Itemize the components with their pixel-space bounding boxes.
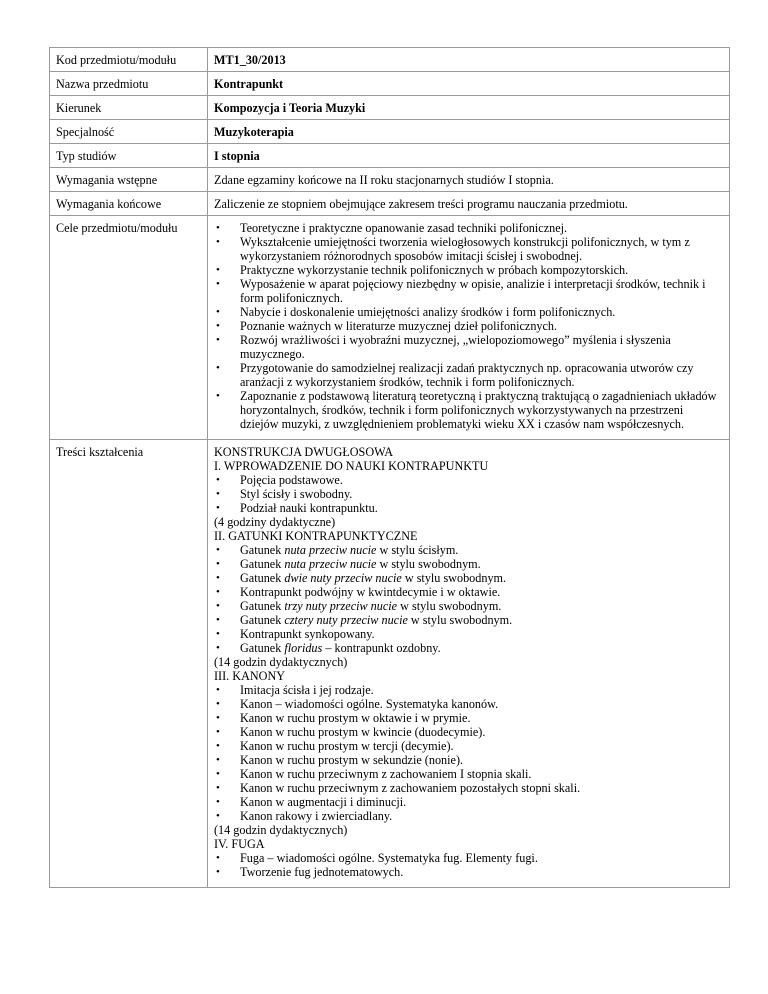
value-wymagania-koncowe: Zaliczenie ze stopniem obejmujące zakresem treści programu nauczania przedmiotu. — [208, 192, 730, 216]
label-wymagania-koncowe: Wymagania końcowe — [50, 192, 208, 216]
list-item: • Pojęcia podstawowe. — [214, 473, 723, 487]
row-typ — [50, 144, 730, 168]
label-kod: Kod przedmiotu/modułu — [50, 48, 208, 72]
cele-item: • Teoretyczne i praktyczne opanowanie zasad techniki polifonicznej. — [214, 221, 723, 235]
list-item: • Kanon rakowy i zwierciadlany. — [214, 809, 723, 823]
label-specjalnosc: Specjalność — [50, 120, 208, 144]
cele-item: • Wykształcenie umiejętności tworzenia wielogłosowych konstrukcji polifonicznych, w tym z wykorzystaniem różnorodnych sposobów imitacji ścisłej i swobodnej. — [214, 235, 723, 263]
cele-item: • Zapoznanie z podstawową literaturą teoretyczną i praktyczną traktującą o zagadnieniach układów horyzontalnych, środków, technik i form polifonicznych wykorzystywanych na przestrzeni dziejów muzyki, z uwzględnieniem problematyki wieku XX i czasów nam współczesnych. — [214, 389, 723, 431]
cele-list — [214, 221, 723, 431]
list-item: • Kontrapunkt synkopowany. — [214, 627, 723, 641]
course-table — [49, 47, 730, 888]
section-title: IV. FUGA — [214, 837, 265, 851]
label-typ: Typ studiów — [50, 144, 208, 168]
list-item: • Kanon w ruchu przeciwnym z zachowaniem I stopnia skali. — [214, 767, 723, 781]
list-item: • Tworzenie fug jednotematowych. — [214, 865, 723, 879]
section-2-list — [214, 543, 723, 655]
cele-item: • Wyposażenie w aparat pojęciowy niezbędny w opisie, analizie i interpretacji środków, technik i form polifonicznych. — [214, 277, 723, 305]
cele-item: • Przygotowanie do samodzielnej realizacji zadań praktycznych np. opracowania utworów czy aranżacji z wykorzystaniem środków, technik i form polifonicznych. — [214, 361, 723, 389]
section-1-list — [214, 473, 723, 515]
row-kierunek — [50, 96, 730, 120]
value-kierunek: Kompozycja i Teoria Muzyki — [208, 96, 730, 120]
section-title: III. KANONY — [214, 669, 286, 683]
list-item: • Kanon w ruchu prostym w sekundzie (nonie). — [214, 753, 723, 767]
value-tresci — [208, 440, 730, 888]
cele-item: • Nabycie i doskonalenie umiejętności analizy środków i form polifonicznych. — [214, 305, 723, 319]
row-nazwa — [50, 72, 730, 96]
list-item: • Imitacja ścisła i jej rodzaje. — [214, 683, 723, 697]
label-tresci: Treści kształcenia — [50, 440, 208, 888]
list-item: • Podział nauki kontrapunktu. — [214, 501, 723, 515]
value-nazwa: Kontrapunkt — [208, 72, 730, 96]
tresci-heading: KONSTRUKCJA DWUGŁOSOWA — [214, 445, 394, 459]
row-tresci — [50, 440, 730, 888]
section-title: II. GATUNKI KONTRAPUNKTYCZNE — [214, 529, 418, 543]
label-nazwa: Nazwa przedmiotu — [50, 72, 208, 96]
row-specjalnosc — [50, 120, 730, 144]
list-item: • Kanon w ruchu prostym w kwincie (duodecymie). — [214, 725, 723, 739]
list-item: • Kanon w ruchu przeciwnym z zachowaniem pozostałych stopni skali. — [214, 781, 723, 795]
list-item: • Kanon w ruchu prostym w oktawie i w prymie. — [214, 711, 723, 725]
cele-item: • Rozwój wrażliwości i wyobraźni muzycznej, „wielopoziomowego” myślenia i słyszenia muzycznego. — [214, 333, 723, 361]
list-item: • Kanon – wiadomości ogólne. Systematyka kanonów. — [214, 697, 723, 711]
value-specjalnosc: Muzykoterapia — [208, 120, 730, 144]
cele-item: • Praktyczne wykorzystanie technik polifonicznych w próbach kompozytorskich. — [214, 263, 723, 277]
label-cele: Cele przedmiotu/modułu — [50, 216, 208, 440]
section-hours: (14 godzin dydaktycznych) — [214, 655, 348, 669]
label-kierunek: Kierunek — [50, 96, 208, 120]
cele-item: • Poznanie ważnych w literaturze muzycznej dzieł polifonicznych. — [214, 319, 723, 333]
section-3-list — [214, 683, 723, 823]
section-title: I. WPROWADZENIE DO NAUKI KONTRAPUNKTU — [214, 459, 489, 473]
value-kod: MT1_30/2013 — [208, 48, 730, 72]
list-item: • Styl ścisły i swobodny. — [214, 487, 723, 501]
row-kod — [50, 48, 730, 72]
value-typ: I stopnia — [208, 144, 730, 168]
list-item: • Gatunek dwie nuty przeciw nucie w stylu swobodnym. — [214, 571, 723, 585]
list-item: • Kanon w augmentacji i diminucji. — [214, 795, 723, 809]
list-item: • Kanon w ruchu prostym w tercji (decymie). — [214, 739, 723, 753]
list-item: • Gatunek nuta przeciw nucie w stylu ścisłym. — [214, 543, 723, 557]
list-item: • Kontrapunkt podwójny w kwintdecymie i w oktawie. — [214, 585, 723, 599]
list-item: • Gatunek nuta przeciw nucie w stylu swobodnym. — [214, 557, 723, 571]
section-hours: (14 godzin dydaktycznych) — [214, 823, 348, 837]
list-item: • Gatunek floridus – kontrapunkt ozdobny. — [214, 641, 723, 655]
row-wymagania-wstepne — [50, 168, 730, 192]
section-4-list — [214, 851, 723, 879]
section-hours: (4 godziny dydaktyczne) — [214, 515, 336, 529]
row-cele — [50, 216, 730, 440]
value-wymagania-wstepne: Zdane egzaminy końcowe na II roku stacjonarnych studiów I stopnia. — [208, 168, 730, 192]
list-item: • Gatunek trzy nuty przeciw nucie w stylu swobodnym. — [214, 599, 723, 613]
list-item: • Gatunek cztery nuty przeciw nucie w stylu swobodnym. — [214, 613, 723, 627]
row-wymagania-koncowe — [50, 192, 730, 216]
label-wymagania-wstepne: Wymagania wstępne — [50, 168, 208, 192]
value-cele — [208, 216, 730, 440]
list-item: • Fuga – wiadomości ogólne. Systematyka fug. Elementy fugi. — [214, 851, 723, 865]
